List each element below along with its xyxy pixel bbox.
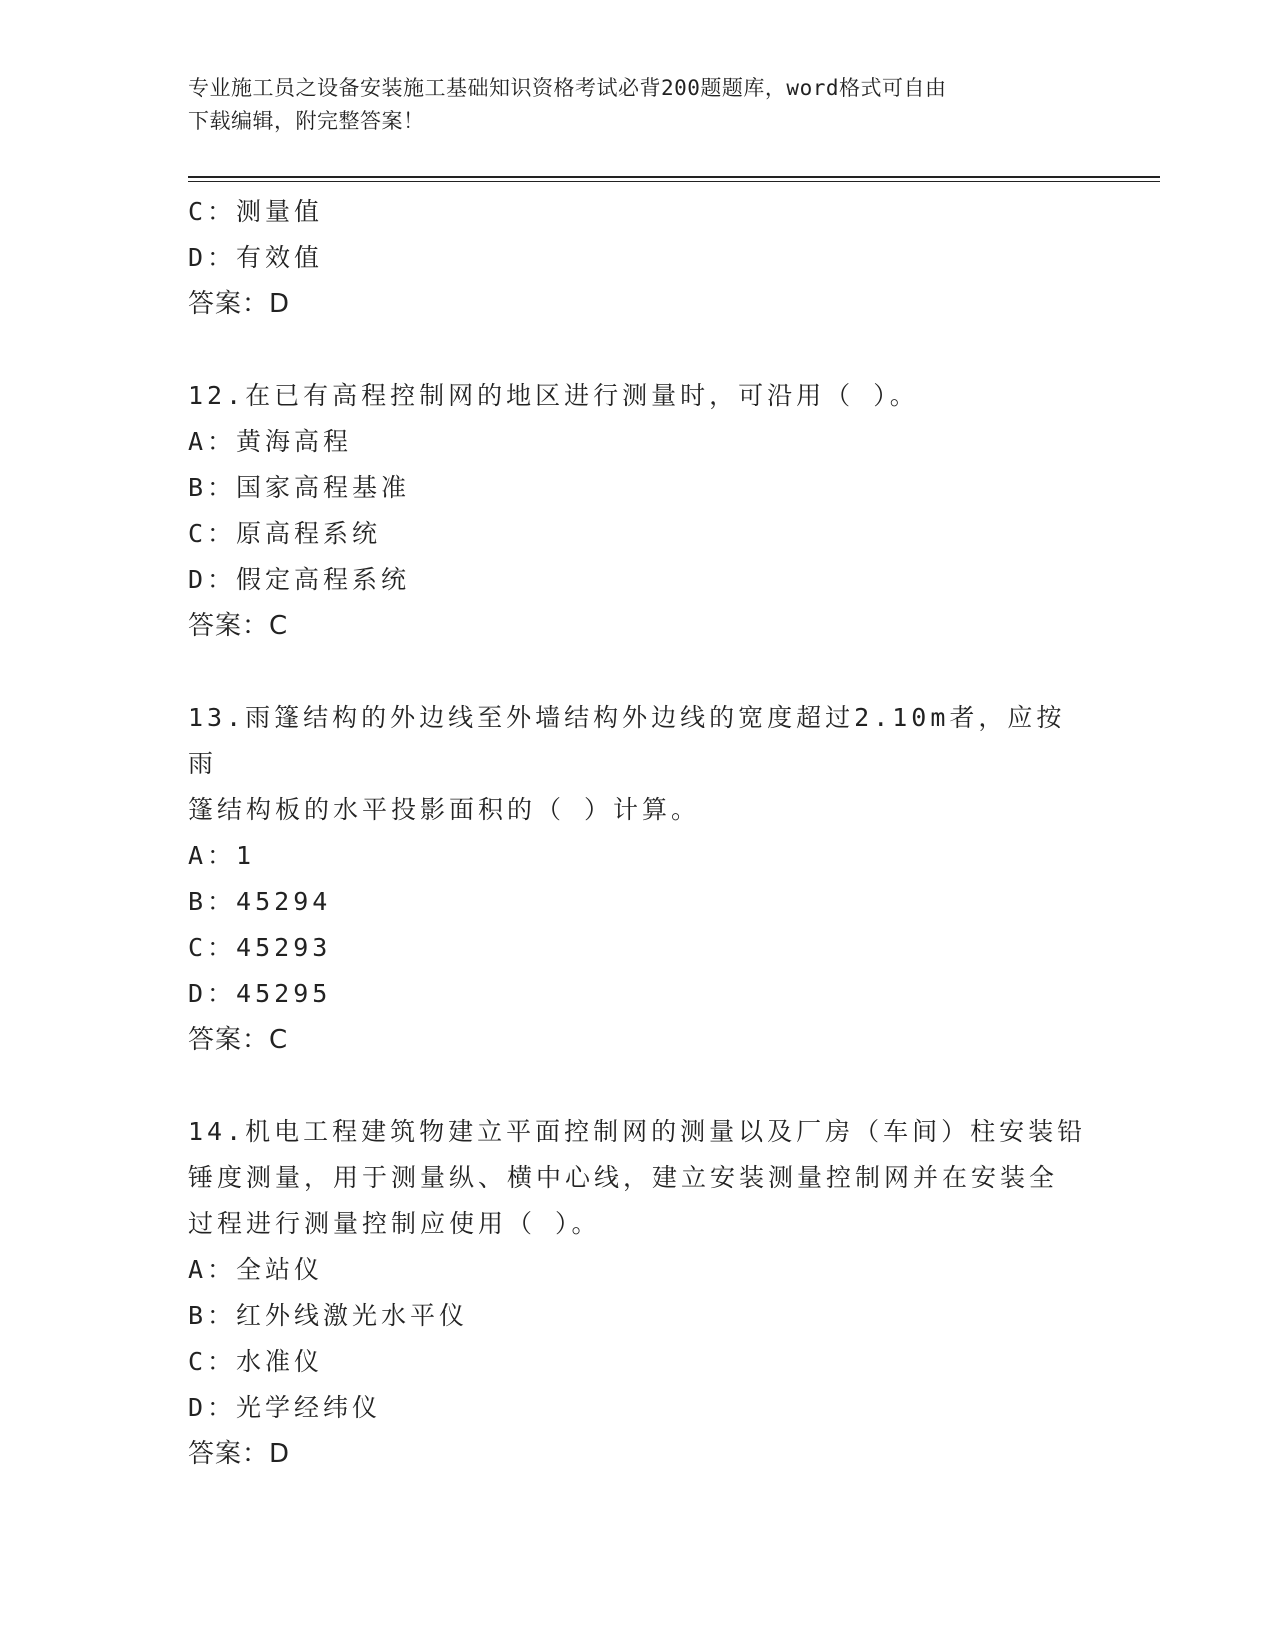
- question-stem-line-1: 14.机电工程建筑物建立平面控制网的测量以及厂房（车间）柱安装铅: [188, 1117, 1087, 1146]
- header-rule-thick: [188, 176, 1160, 178]
- option-c: C：原高程系统: [188, 519, 382, 548]
- question-11-tail: [188, 189, 1088, 327]
- option-d: D：假定高程系统: [188, 565, 411, 594]
- option-a: A：黄海高程: [188, 427, 353, 456]
- question-stem-line-2: 篷结构板的水平投影面积的（ ）计算。: [188, 795, 701, 824]
- spacer: [188, 1063, 1088, 1109]
- option-a: A：全站仪: [188, 1255, 324, 1284]
- option-d: D：光学经纬仪: [188, 1393, 382, 1422]
- option-d: D：45295: [188, 979, 332, 1008]
- option-b: B：国家高程基准: [188, 473, 411, 502]
- option-c: C：水准仪: [188, 1347, 324, 1376]
- question-stem: 12.在已有高程控制网的地区进行测量时，可沿用（ ）。: [188, 381, 919, 410]
- option-d: D：有效值: [188, 243, 324, 272]
- header-rule-thin: [188, 181, 1160, 182]
- question-stem-line-2: 锤度测量，用于测量纵、横中心线，建立安装测量控制网并在安装全: [188, 1163, 1059, 1192]
- answer-line: 答案：D: [188, 289, 291, 319]
- header-title-line-2: 下载编辑，附完整答案！: [188, 109, 425, 133]
- document-header: [188, 72, 1088, 138]
- option-c: C：测量值: [188, 197, 324, 226]
- header-title-line-1: 专业施工员之设备安装施工基础知识资格考试必背200题题库，word格式可自由: [188, 76, 947, 100]
- question-stem-line-1: 13.雨篷结构的外边线至外墙结构外边线的宽度超过2.10m者，应按雨: [188, 703, 1066, 778]
- option-b: B：45294: [188, 887, 332, 916]
- question-12: [188, 373, 1088, 649]
- document-body: [188, 189, 1088, 1477]
- question-13: [188, 695, 1088, 1063]
- answer-line: 答案：D: [188, 1439, 291, 1469]
- answer-line: 答案：C: [188, 1025, 289, 1055]
- option-a: A：1: [188, 841, 256, 870]
- answer-line: 答案：C: [188, 611, 289, 641]
- question-14: [188, 1109, 1088, 1477]
- spacer: [188, 327, 1088, 373]
- question-stem-line-3: 过程进行测量控制应使用（ ）。: [188, 1209, 601, 1238]
- option-b: B：红外线激光水平仪: [188, 1301, 469, 1330]
- option-c: C：45293: [188, 933, 332, 962]
- spacer: [188, 649, 1088, 695]
